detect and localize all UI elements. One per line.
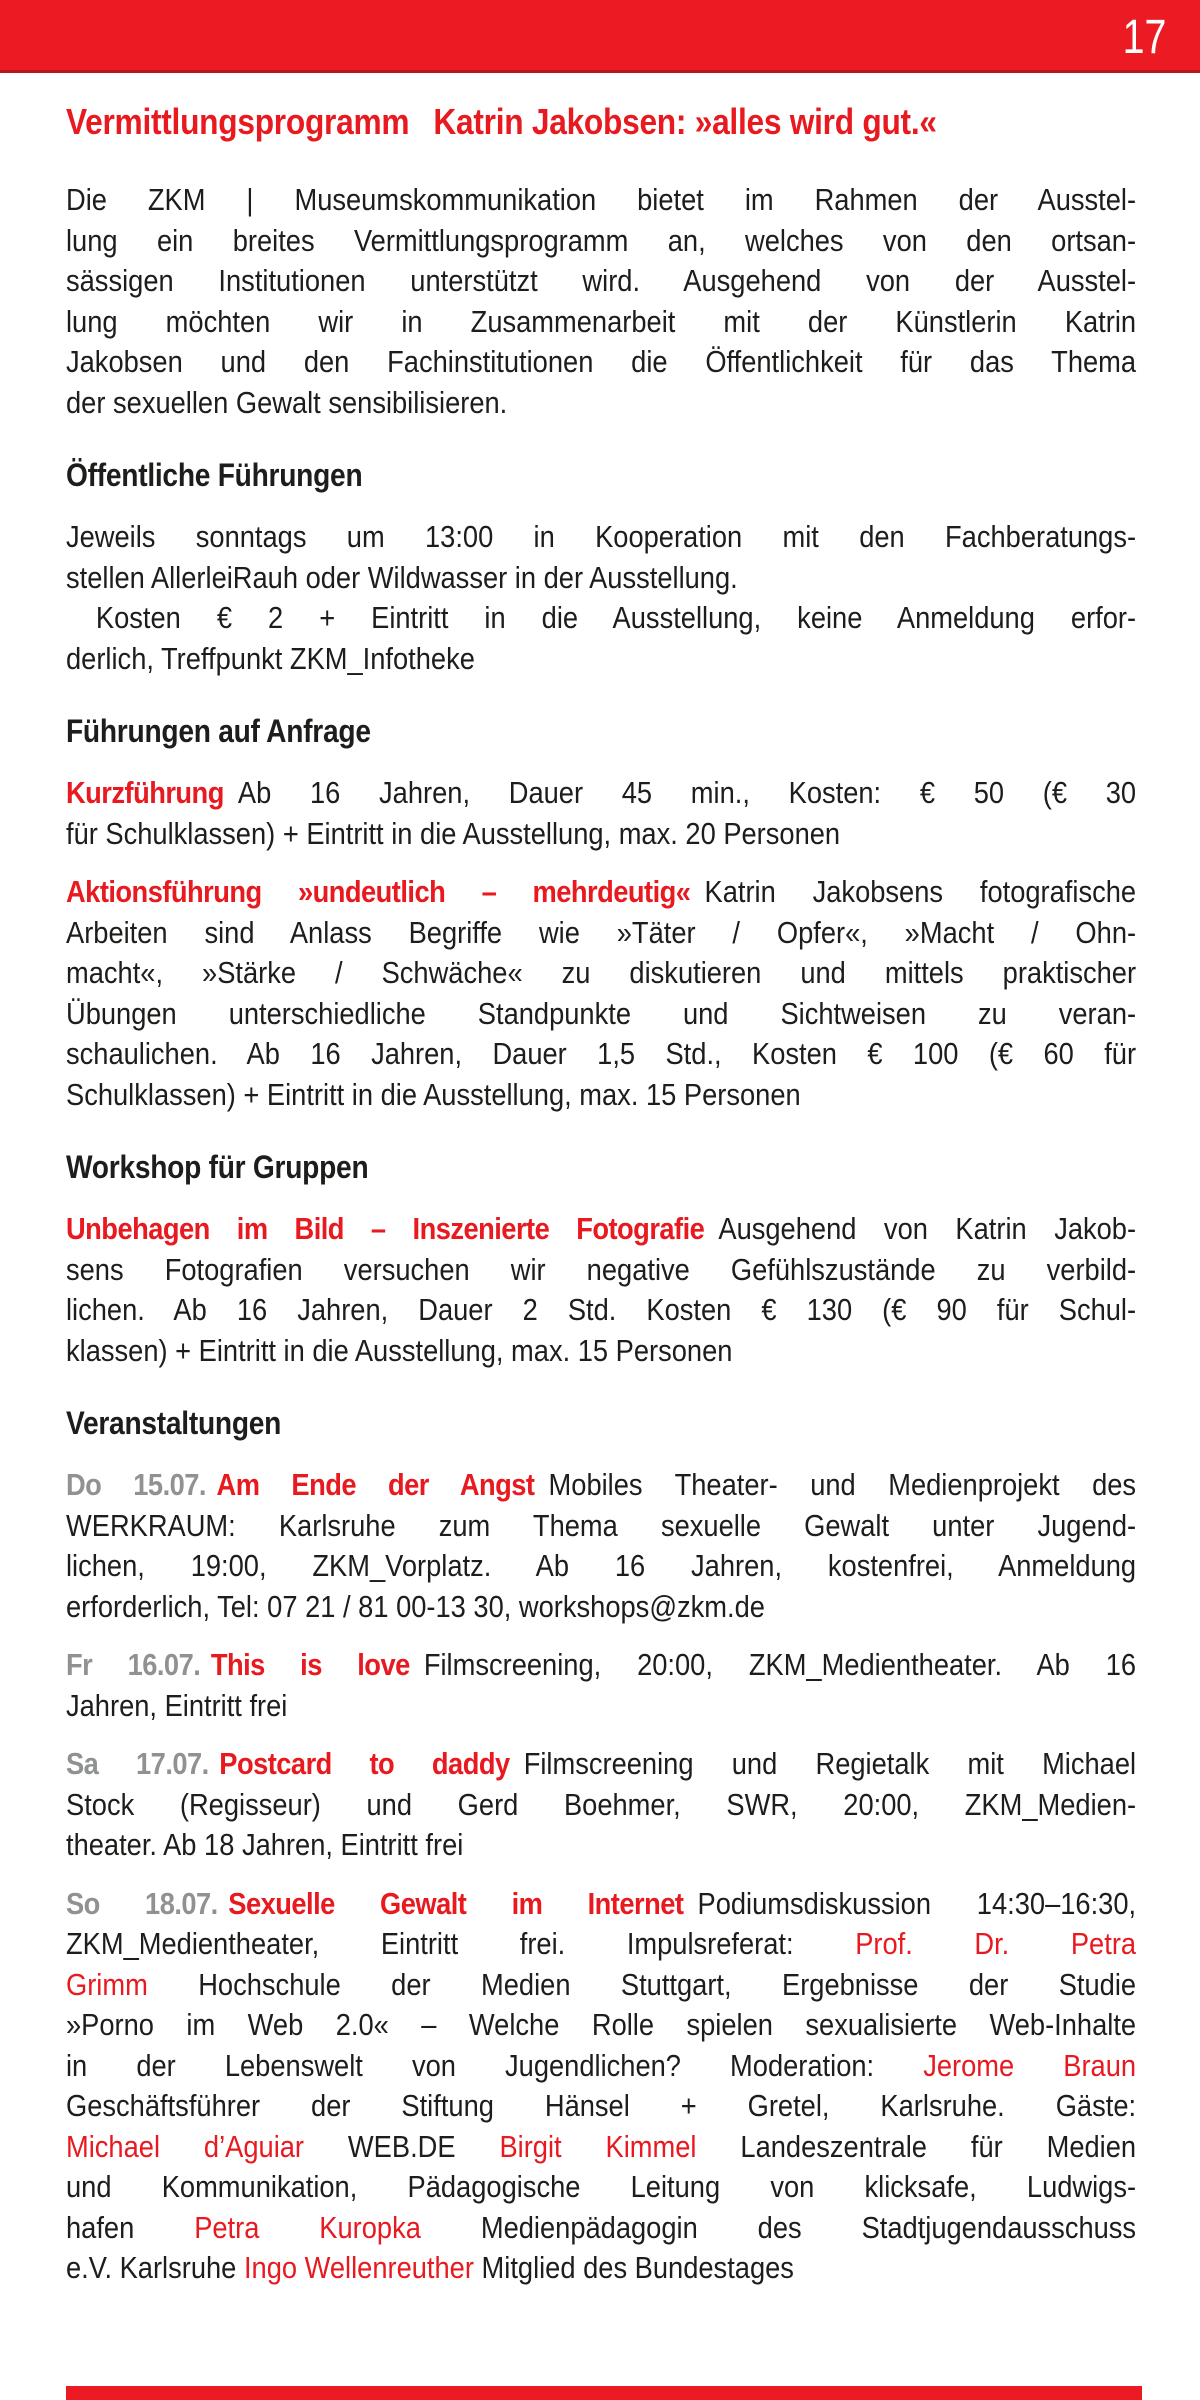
body-text: Ausgehend von Katrin Jakob- — [718, 1211, 1137, 1246]
page-title — [66, 100, 1136, 144]
paragraph — [66, 517, 1136, 679]
event-title: Kurzführung — [66, 775, 224, 810]
person-name: Grimm — [66, 1966, 148, 2002]
text-line — [66, 872, 1136, 913]
event-title: Postcard to daddy — [219, 1746, 510, 1781]
text-line — [66, 598, 1136, 639]
body-text: WEB.DE — [304, 2128, 500, 2164]
bottom-red-bar — [66, 2386, 1142, 2400]
event-date: Fr 16.07. — [66, 1647, 201, 1682]
event-date: So 18.07. — [66, 1885, 218, 1921]
event-date: Sa 17.07. — [66, 1746, 209, 1781]
body-text: Hochschule der Medien Stuttgart, Ergebnisse der Studie — [147, 1966, 1137, 2002]
paragraph — [66, 180, 1136, 423]
body-text: macht«, »Stärke / Schwäche« zu diskutieren und mittels praktischer — [66, 955, 1137, 990]
text-line — [66, 1250, 1136, 1291]
body-text: Jakobsen und den Fachinstitutionen die Öffentlichkeit für das Thema — [66, 344, 1137, 379]
text-line — [66, 1924, 1136, 1965]
person-name: Birgit Kimmel — [499, 2128, 697, 2164]
text-line — [66, 1785, 1136, 1826]
body-text: WERKRAUM: Karlsruhe zum Thema sexuelle Gewalt unter Jugend- — [66, 1507, 1137, 1543]
body-text: klassen) + Eintritt in die Ausstellung, max. 15 Personen — [66, 1332, 733, 1368]
paragraph — [66, 1645, 1136, 1726]
body-text: Jahren, Eintritt frei — [66, 1687, 288, 1723]
text-line — [66, 953, 1136, 994]
text-line — [66, 517, 1136, 558]
body-text: Medienpädagogin des Stadtjugendausschuss — [420, 2209, 1137, 2245]
event-title: Am Ende der Angst — [216, 1467, 535, 1502]
event-date: Do 15.07. — [66, 1467, 206, 1502]
person-name: Ingo Wellenreuther — [243, 2250, 474, 2285]
body-text: Schulklassen) + Eintritt in die Ausstellung, max. 15 Personen — [66, 1076, 801, 1112]
text-line — [66, 1825, 1136, 1866]
body-text: der sexuellen Gewalt sensibilisieren. — [66, 384, 508, 420]
body-text: e.V. Karlsruhe — [66, 2250, 244, 2285]
text-line — [66, 994, 1136, 1035]
body-text: Stock (Regisseur) und Gerd Boehmer, SWR, 20:00, ZKM_Medien- — [66, 1786, 1137, 1822]
event-title: Aktionsführung »undeutlich – mehrdeutig« — [66, 874, 691, 909]
body-text: »Porno im Web 2.0« – Welche Rolle spielen sexualisierte Web-Inhalte — [66, 2007, 1137, 2042]
text-line — [66, 2005, 1136, 2046]
body-text: Übungen unterschiedliche Standpunkte und Sichtweisen zu veran- — [66, 995, 1137, 1031]
paragraph — [66, 1744, 1136, 1866]
person-name: Michael d’Aguiar — [66, 2128, 305, 2164]
text-line — [66, 2086, 1136, 2127]
body-text: lichen, 19:00, ZKM_Vorplatz. Ab 16 Jahren, kostenfrei, Anmeldung — [66, 1548, 1137, 1583]
text-line — [66, 814, 1136, 855]
text-line — [66, 261, 1136, 302]
text-line — [66, 2046, 1136, 2087]
text-line — [66, 2167, 1136, 2208]
text-line — [66, 2127, 1136, 2168]
text-line — [66, 1884, 1136, 1925]
body-text: Arbeiten sind Anlass Begriffe wie »Täter / Opfer«, »Macht / Ohn- — [66, 914, 1137, 950]
text-line — [66, 1965, 1136, 2006]
text-line — [66, 342, 1136, 383]
event-title: Sexuelle Gewalt im Internet — [228, 1885, 684, 1921]
body-text: Die ZKM | Museumskommunikation bietet im Rahmen der Ausstel- — [66, 182, 1137, 217]
body-text: Filmscreening, 20:00, ZKM_Medientheater. Ab 16 — [423, 1647, 1137, 1682]
body-text: in der Lebenswelt von Jugendlichen? Moderation: — [66, 2047, 924, 2083]
body-text: Jeweils sonntags um 13:00 in Kooperation mit den Fachberatungs- — [66, 519, 1137, 554]
body-text: Podiumsdiskussion 14:30–16:30, — [697, 1885, 1137, 1921]
body-text: ZKM_Medientheater, Eintritt frei. Impulsreferat: — [66, 1926, 856, 1961]
body-text: lichen. Ab 16 Jahren, Dauer 2 Std. Kosten € 130 (€ 90 für Schul- — [66, 1292, 1137, 1327]
person-name: Petra Kuropka — [194, 2209, 421, 2245]
paragraph — [66, 1209, 1136, 1371]
person-name: Jerome Braun — [923, 2047, 1137, 2083]
body-text: sässigen Institutionen unterstützt wird. Ausgehend von der Ausstel- — [66, 263, 1137, 298]
text-line — [66, 1506, 1136, 1547]
section-heading: Workshop für Gruppen — [66, 1149, 369, 1185]
text-line — [66, 1465, 1136, 1506]
page-number: 17 — [1122, 11, 1166, 64]
event-title: Unbehagen im Bild – Inszenierte Fotografie — [66, 1211, 705, 1246]
text-line — [66, 639, 1136, 680]
body-text: stellen AllerleiRauh oder Wildwasser in der Ausstellung. — [66, 559, 738, 595]
paragraph — [66, 773, 1136, 854]
paragraph — [66, 1884, 1136, 2289]
content-column — [66, 100, 1136, 2307]
body-text: für Schulklassen) + Eintritt in die Ausstellung, max. 20 Personen — [66, 815, 841, 851]
body-text: und Kommunikation, Pädagogische Leitung von klicksafe, Ludwigs- — [66, 2169, 1137, 2204]
body-text: lung ein breites Vermittlungsprogramm an, welches von den ortsan- — [66, 222, 1137, 258]
paragraph — [66, 872, 1136, 1115]
text-line — [66, 1645, 1136, 1686]
body-text: Katrin Jakobsens fotografische — [704, 874, 1137, 909]
text-line — [66, 913, 1136, 954]
body-text: Geschäftsführer der Stiftung Hänsel + Gretel, Karlsruhe. Gäste: — [66, 2088, 1137, 2123]
text-line — [66, 558, 1136, 599]
body-text: derlich, Treffpunkt ZKM_Infotheke — [66, 640, 475, 676]
body-text: Vermittlungsprogramm Katrin Jakobsen: »alles wird gut.« — [66, 101, 937, 142]
body-text: hafen — [66, 2209, 195, 2245]
body-text: Filmscreening und Regietalk mit Michael — [523, 1746, 1137, 1781]
body-text: sens Fotografien versuchen wir negative Gefühlszustände zu verbild- — [66, 1251, 1137, 1287]
text-line — [66, 180, 1136, 221]
person-name: Prof. Dr. Petra — [855, 1926, 1137, 1961]
text-line — [66, 2248, 1136, 2289]
body-text: schaulichen. Ab 16 Jahren, Dauer 1,5 Std., Kosten € 100 (€ 60 für — [66, 1036, 1137, 1071]
body-text: Ab 16 Jahren, Dauer 45 min., Kosten: € 50 (€ 30 — [237, 775, 1137, 810]
text-line — [66, 1686, 1136, 1727]
text-line — [66, 1587, 1136, 1628]
text-line — [66, 100, 1136, 144]
body-text: Mitglied des Bundestages — [473, 2250, 794, 2285]
text-line — [66, 1331, 1136, 1372]
body-text: theater. Ab 18 Jahren, Eintritt frei — [66, 1827, 464, 1862]
body-text: Mobiles Theater- und Medienprojekt des — [548, 1467, 1137, 1502]
section-heading: Veranstaltungen — [66, 1405, 282, 1441]
body-text: lung möchten wir in Zusammenarbeit mit der Künstlerin Katrin — [66, 303, 1137, 339]
text-line — [66, 1546, 1136, 1587]
body-text: Kosten € 2 + Eintritt in die Ausstellung, keine Anmeldung erfor- — [95, 600, 1137, 635]
header-bar — [0, 0, 1200, 73]
text-line — [66, 1209, 1136, 1250]
section-heading: Öffentliche Führungen — [66, 457, 363, 493]
body-text: erforderlich, Tel: 07 21 / 81 00-13 30, workshops@zkm.de — [66, 1588, 765, 1624]
text-line — [66, 1034, 1136, 1075]
event-title: This is love — [210, 1647, 410, 1682]
body-text: Landeszentrale für Medien — [696, 2128, 1137, 2164]
text-line — [66, 2208, 1136, 2249]
text-line — [66, 1290, 1136, 1331]
text-line — [66, 221, 1136, 262]
section-heading: Führungen auf Anfrage — [66, 713, 371, 749]
text-line — [66, 773, 1136, 814]
text-line — [66, 383, 1136, 424]
text-line — [66, 1744, 1136, 1785]
paragraph — [66, 1465, 1136, 1627]
text-line — [66, 1075, 1136, 1116]
text-line — [66, 302, 1136, 343]
